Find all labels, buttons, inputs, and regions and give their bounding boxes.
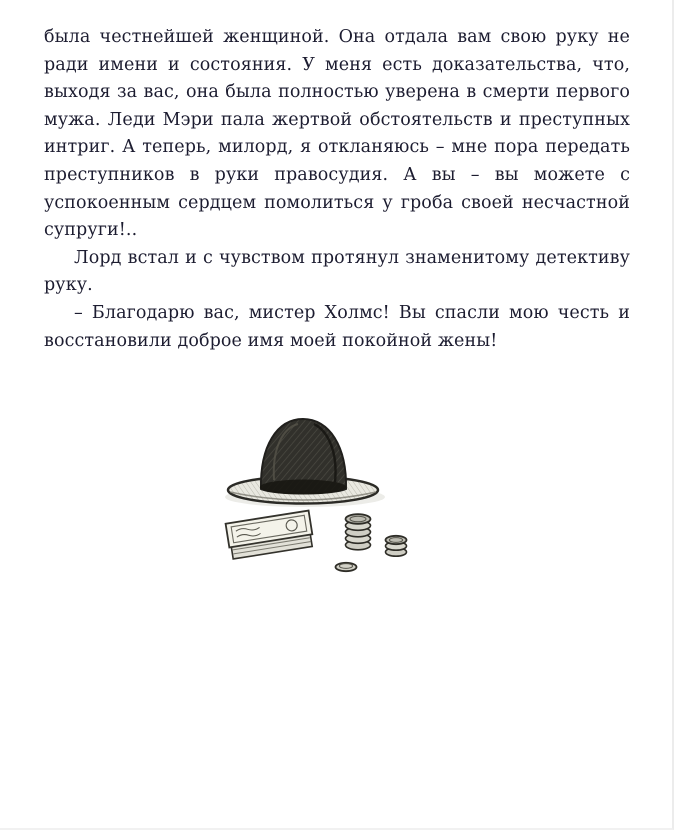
coin-stack-tall <box>346 514 371 550</box>
banknote-bundle <box>226 511 315 560</box>
hat-money-illustration <box>170 402 480 592</box>
coin-stack-short <box>386 536 407 556</box>
paragraph: была честнейшей женщиной. Она отдала вам свою руку не ради имени и состояния. У меня есть доказательства, что, выходя за вас, она была полностью уверена в смерти первого мужа. Леди Мэри пала жертвой обстоятельств и преступных интриг. А теперь, милорд, я откланяюсь – мне пора передать преступников в руки правосудия. А вы – вы можете с успокоенным сердцем помолиться у гроба своей несчастной супруги!.. <box>44 27 630 241</box>
single-coin <box>336 563 357 571</box>
bowler-hat <box>228 419 378 504</box>
paragraph: Лорд встал и с чувством протянул знаменитому детективу руку. <box>44 247 630 296</box>
page-text <box>44 24 630 355</box>
paragraph: – Благодарю вас, мистер Холмс! Вы спасли мою честь и восстановили доброе имя моей покойной жены! <box>44 302 630 351</box>
